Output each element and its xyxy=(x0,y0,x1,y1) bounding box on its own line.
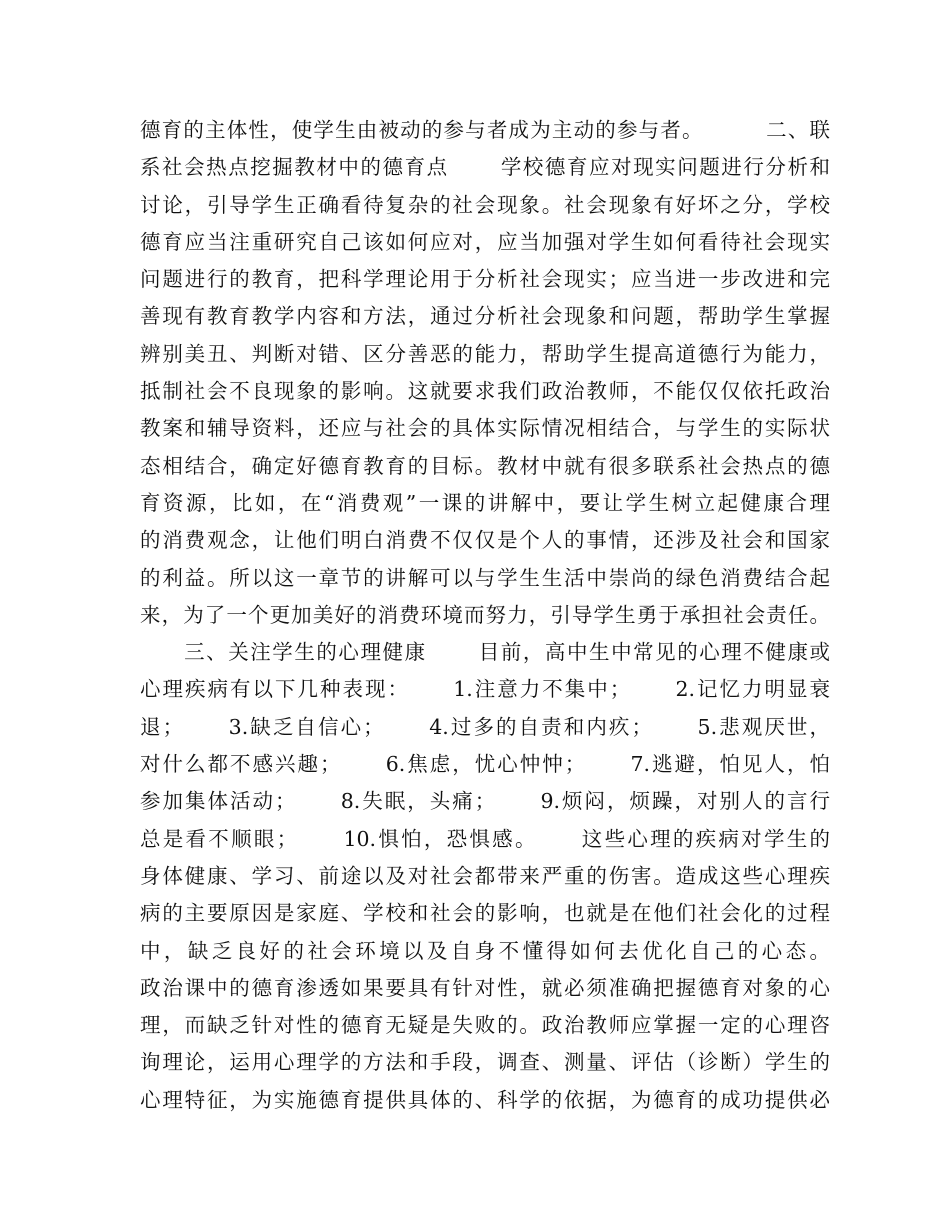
text-line: 参加集体活动； 8.失眠，头痛； 9.烦闷，烦躁，对别人的言行 xyxy=(140,789,830,814)
text-line: 问题进行的教育，把科学理论用于分析社会现实；应当进一步改进和完 xyxy=(140,267,830,292)
text-line: 系社会热点挖掘教材中的德育点 学校德育应对现实问题进行分析和 xyxy=(140,155,830,180)
text-line: 的利益。所以这一章节的讲解可以与学生生活中崇尚的绿色消费结合起 xyxy=(140,565,830,590)
text-line: 身体健康、学习、前途以及对社会都带来严重的伤害。造成这些心理疾 xyxy=(140,863,830,888)
text-line: 善现有教育教学内容和方法，通过分析社会现象和问题，帮助学生掌握 xyxy=(140,304,830,329)
text-line: 病的主要原因是家庭、学校和社会的影响，也就是在他们社会化的过程 xyxy=(140,901,830,926)
text-line: 抵制社会不良现象的影响。这就要求我们政治教师，不能仅仅依托政治 xyxy=(140,379,830,404)
text-line: 心理疾病有以下几种表现： 1.注意力不集中； 2.记忆力明显衰 xyxy=(140,677,830,702)
text-line: 总是看不顺眼； 10.惧怕，恐惧感。 这些心理的疾病对学生的 xyxy=(140,826,830,851)
text-line: 德育的主体性，使学生由被动的参与者成为主动的参与者。 二、联 xyxy=(140,118,830,142)
body-text xyxy=(140,112,830,1119)
text-line: 讨论，引导学生正确看待复杂的社会现象。社会现象有好坏之分，学校 xyxy=(140,192,830,217)
text-line: 教案和辅导资料，还应与社会的具体实际情况相结合，与学生的实际状 xyxy=(140,416,830,441)
section-heading-line: 三、关注学生的心理健康 目前，高中生中常见的心理不健康或 xyxy=(140,640,830,665)
text-line: 理，而缺乏针对性的德育无疑是失败的。政治教师应掌握一定的心理咨 xyxy=(140,1013,830,1038)
text-line: 来，为了一个更加美好的消费环境而努力，引导学生勇于承担社会责任。 xyxy=(140,602,830,627)
text-line: 退； 3.缺乏自信心； 4.过多的自责和内疚； 5.悲观厌世， xyxy=(140,714,830,739)
text-line: 辨别美丑、判断对错、区分善恶的能力，帮助学生提高道德行为能力， xyxy=(140,341,830,366)
text-line: 对什么都不感兴趣； 6.焦虑，忧心忡忡； 7.逃避，怕见人，怕 xyxy=(140,752,830,777)
text-line: 德育应当注重研究自己该如何应对，应当加强对学生如何看待社会现实 xyxy=(140,229,830,254)
text-line: 的消费观念，让他们明白消费不仅仅是个人的事情，还涉及社会和国家 xyxy=(140,528,830,553)
text-line: 态相结合，确定好德育教育的目标。教材中就有很多联系社会热点的德 xyxy=(140,453,830,478)
text-line: 政治课中的德育渗透如果要具有针对性，就必须准确把握德育对象的心 xyxy=(140,975,830,1000)
text-line: 询理论，运用心理学的方法和手段，调查、测量、评估（诊断）学生的 xyxy=(140,1050,830,1075)
text-line: 心理特征，为实施德育提供具体的、科学的依据，为德育的成功提供必 xyxy=(140,1087,830,1112)
text-line: 中，缺乏良好的社会环境以及自身不懂得如何去优化自己的心态。 xyxy=(140,938,830,963)
text-line: 育资源，比如，在“消费观”一课的讲解中，要让学生树立起健康合理 xyxy=(140,490,830,515)
